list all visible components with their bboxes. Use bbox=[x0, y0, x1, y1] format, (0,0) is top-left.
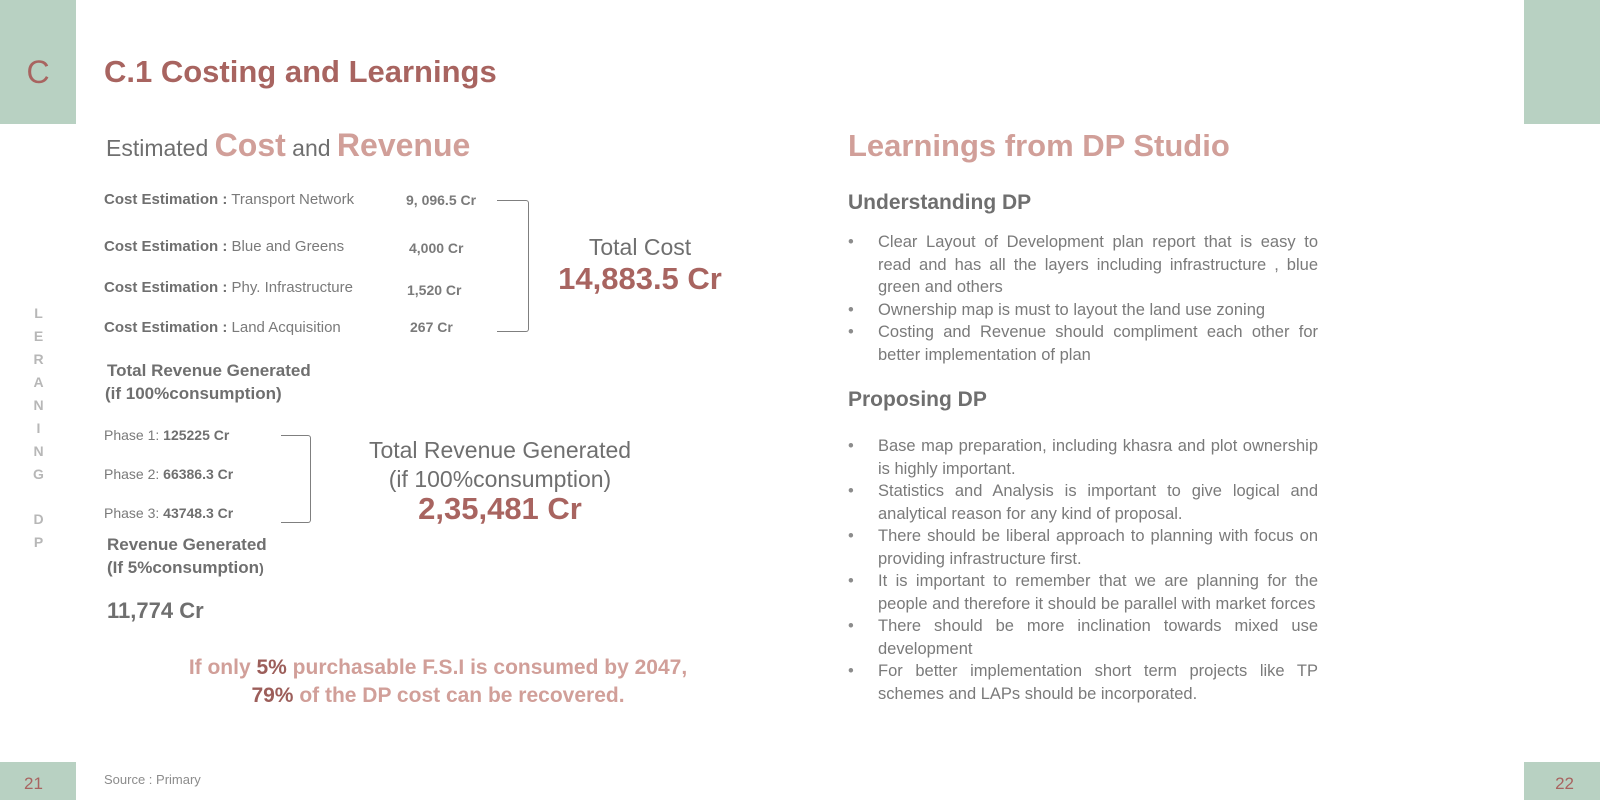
revenue-5pct-line1: Revenue Generated bbox=[107, 535, 267, 554]
cost-estimation-label: Cost Estimation : bbox=[104, 279, 228, 296]
heading-revenue: Revenue bbox=[336, 127, 471, 163]
total-cost-label: Total Cost bbox=[588, 234, 692, 260]
total-revenue-label bbox=[355, 436, 645, 494]
vertical-letter: E bbox=[33, 328, 45, 344]
vertical-side-label bbox=[31, 302, 47, 554]
cost-estimation-row bbox=[104, 238, 344, 255]
cost-estimation-item: Transport Network bbox=[231, 191, 355, 208]
understanding-dp-list bbox=[848, 231, 1318, 366]
note-part1: If only bbox=[188, 656, 257, 679]
vertical-letter: I bbox=[36, 420, 42, 436]
heading-mid: and bbox=[292, 135, 331, 161]
estimated-cost-revenue-heading bbox=[106, 127, 470, 164]
total-revenue-line1: Total Revenue Generated bbox=[368, 437, 632, 463]
note-part2: purchasable F.S.I is consumed by 2047, bbox=[286, 656, 688, 679]
note-part3: of the DP cost can be recovered. bbox=[293, 684, 625, 707]
list-item: • Clear Layout of Development plan report that is easy to read and has all the layers including infrastructure , blue green and others bbox=[848, 231, 1318, 299]
list-item: • Statistics and Analysis is important to give logical and analytical reason for any kind of proposal. bbox=[848, 480, 1318, 525]
cost-bracket bbox=[497, 200, 529, 332]
list-item: • There should be more inclination towards mixed use development bbox=[848, 615, 1318, 660]
total-revenue-small-line2: (if 100%consumption) bbox=[105, 384, 282, 403]
vertical-letter: N bbox=[33, 443, 45, 459]
total-revenue-line2: (if 100%consumption) bbox=[388, 466, 612, 492]
vertical-letter: D bbox=[33, 511, 45, 527]
cost-estimation-value: 9, 096.5 Cr bbox=[406, 192, 477, 208]
cost-estimation-value: 1,520 Cr bbox=[407, 282, 462, 298]
phase-value: 43748.3 Cr bbox=[163, 505, 234, 521]
cost-estimation-label: Cost Estimation : bbox=[104, 191, 228, 208]
phase-value: 66386.3 Cr bbox=[163, 466, 234, 482]
phase-row bbox=[104, 466, 233, 482]
cost-estimation-row bbox=[104, 191, 354, 208]
phase-row bbox=[104, 427, 229, 443]
cost-estimation-label: Cost Estimation : bbox=[104, 319, 228, 336]
revenue-bracket bbox=[281, 435, 311, 523]
revenue-5pct-label bbox=[107, 533, 267, 580]
source-note: Source : Primary bbox=[104, 772, 201, 787]
cost-estimation-value: 267 Cr bbox=[410, 319, 453, 335]
understanding-dp-heading: Understanding DP bbox=[848, 191, 1032, 214]
page-title: C.1 Costing and Learnings bbox=[104, 54, 497, 89]
proposing-dp-heading: Proposing DP bbox=[848, 388, 987, 411]
vertical-letter: G bbox=[33, 466, 45, 482]
note-pct2: 79% bbox=[251, 684, 294, 707]
total-revenue-value: 2,35,481 Cr bbox=[418, 491, 582, 526]
vertical-letter: A bbox=[33, 374, 45, 390]
vertical-letter: P bbox=[33, 534, 45, 550]
vertical-gap bbox=[31, 486, 47, 508]
list-item: • It is important to remember that we are planning for the people and therefore it should be parallel with market forces bbox=[848, 570, 1318, 615]
page-number-left: 21 bbox=[24, 774, 43, 793]
vertical-letter: R bbox=[33, 351, 45, 367]
vertical-letter: N bbox=[33, 397, 45, 413]
phase-value: 125225 Cr bbox=[163, 427, 230, 443]
proposing-dp-list bbox=[848, 435, 1318, 705]
phase-row bbox=[104, 505, 233, 521]
total-revenue-small-label bbox=[107, 359, 311, 405]
list-item: • For better implementation short term projects like TP schemes and LAPs should be incorporated. bbox=[848, 660, 1318, 705]
phase-label: Phase 2: bbox=[104, 466, 160, 482]
note-pct1: 5% bbox=[256, 656, 287, 679]
phase-label: Phase 3: bbox=[104, 505, 160, 521]
right-top-tab bbox=[1524, 0, 1600, 124]
cost-estimation-item: Blue and Greens bbox=[231, 238, 345, 255]
vertical-letter: L bbox=[34, 305, 44, 321]
cost-estimation-item: Land Acquisition bbox=[231, 319, 341, 336]
cost-estimation-row bbox=[104, 319, 341, 336]
total-cost-value: 14,883.5 Cr bbox=[558, 261, 722, 296]
phase-label: Phase 1: bbox=[104, 427, 160, 443]
learnings-heading: Learnings from DP Studio bbox=[848, 128, 1230, 163]
list-item: • Ownership map is must to layout the land use zoning bbox=[848, 299, 1318, 322]
recovery-note-line2 bbox=[140, 682, 736, 710]
list-item: • There should be liberal approach to planning with focus on providing infrastructure first. bbox=[848, 525, 1318, 570]
cost-estimation-label: Cost Estimation : bbox=[104, 238, 228, 255]
section-letter: C bbox=[26, 54, 50, 90]
revenue-5pct-line2-end: ) bbox=[259, 560, 264, 576]
revenue-5pct-line2-main: (If 5%consumption bbox=[107, 558, 260, 577]
revenue-5pct-line2 bbox=[107, 556, 267, 580]
recovery-note bbox=[140, 654, 736, 710]
recovery-note-line1 bbox=[140, 654, 736, 682]
cost-estimation-value: 4,000 Cr bbox=[409, 240, 464, 256]
total-revenue-small-line1: Total Revenue Generated bbox=[107, 361, 311, 380]
cost-estimation-item: Phy. Infrastructure bbox=[231, 279, 353, 296]
revenue-5pct-value: 11,774 Cr bbox=[107, 598, 204, 623]
list-item: • Costing and Revenue should compliment each other for better implementation of plan bbox=[848, 321, 1318, 366]
list-item: • Base map preparation, including khasra and plot ownership is highly important. bbox=[848, 435, 1318, 480]
cost-estimation-row bbox=[104, 279, 353, 296]
heading-pre: Estimated bbox=[106, 135, 209, 161]
heading-cost: Cost bbox=[214, 127, 286, 163]
page-number-right: 22 bbox=[1555, 774, 1574, 793]
